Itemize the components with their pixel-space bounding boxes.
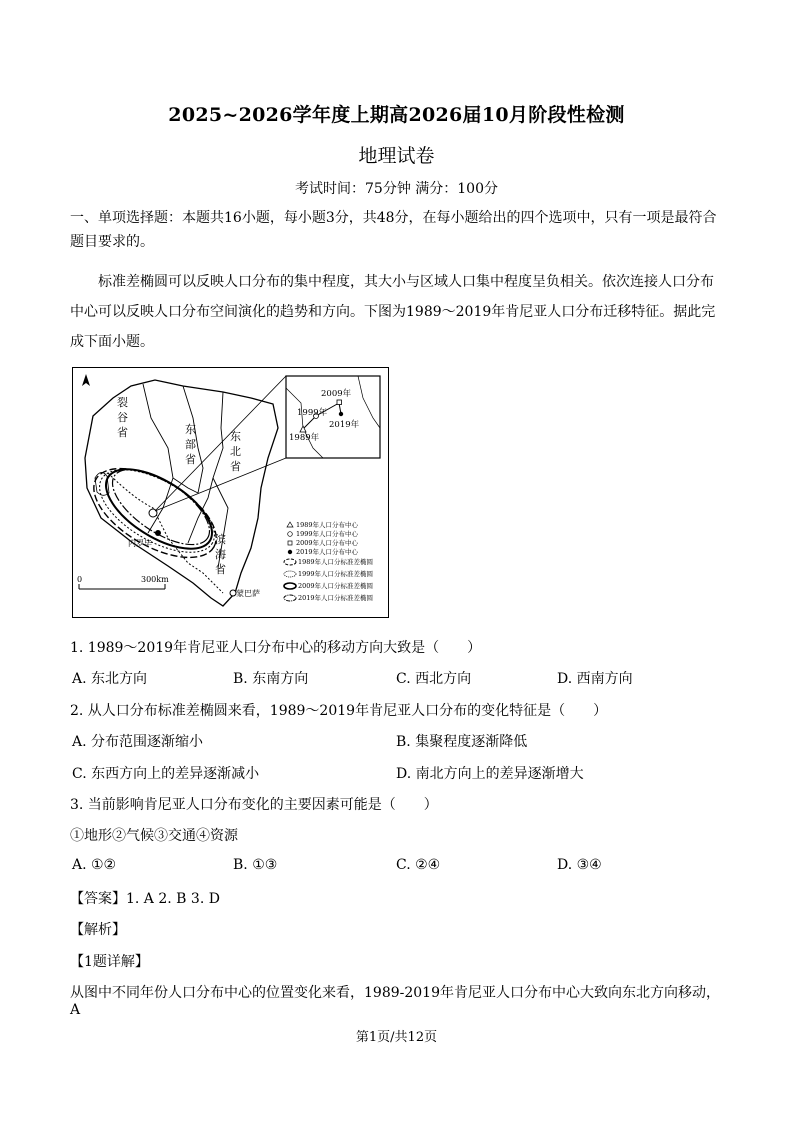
answer-line xyxy=(70,888,220,908)
subject-title: 地理试卷 xyxy=(358,145,435,167)
exam-title: 2025~2026学年度上期高2026届10月阶段性检测 xyxy=(168,104,625,126)
region-label: 滨 xyxy=(215,533,226,546)
svg-text:1989年人口分标准差椭圆: 1989年人口分标准差椭圆 xyxy=(298,558,374,566)
svg-text:2019年人口分布中心: 2019年人口分布中心 xyxy=(296,548,359,556)
region-label: 东 xyxy=(230,430,241,443)
region-label: 裂 xyxy=(117,396,128,409)
question-3-option-b: B. ①③ xyxy=(233,857,278,873)
question-1-option-b: B. 东南方向 xyxy=(233,671,309,687)
detail-text: 从图中不同年份人口分布中心的位置变化来看，1989-2019年肯尼亚人口分布中心大致向东北方向移动，A xyxy=(70,985,720,1018)
region-label: 东 xyxy=(185,423,196,436)
map-legend xyxy=(284,520,374,602)
question-3-stem: 3. 当前影响肯尼亚人口分布变化的主要因素可能是（ ） xyxy=(70,797,438,813)
kenya-population-map xyxy=(72,367,389,618)
city-label-mombasa: 蒙巴萨 xyxy=(236,589,260,598)
question-1-option-d: D. 西南方向 xyxy=(557,671,633,687)
question-2-option-b: B. 集聚程度逐渐降低 xyxy=(396,734,528,750)
question-3-option-d: D. ③④ xyxy=(557,857,602,873)
question-1-option-a: A. 东北方向 xyxy=(72,671,148,687)
analysis-label: 【解析】 xyxy=(70,922,126,938)
svg-text:2009年人口分标准差椭圆: 2009年人口分标准差椭圆 xyxy=(298,582,374,590)
svg-text:2019年人口分标准差椭圆: 2019年人口分标准差椭圆 xyxy=(298,594,374,602)
nairobi-marker xyxy=(155,530,161,536)
question-2-stem: 2. 从人口分布标准差椭圆来看，1989～2019年肯尼亚人口分布的变化特征是（ ） xyxy=(70,703,608,719)
svg-text:1989年人口分布中心: 1989年人口分布中心 xyxy=(296,521,359,529)
question-3-factors: ①地形②气候③交通④资源 xyxy=(70,828,238,844)
region-label: 北 xyxy=(230,445,241,458)
question-3-option-a: A. ①② xyxy=(72,857,117,873)
region-label: 海 xyxy=(215,548,226,561)
question-2-option-d: D. 南北方向上的差异逐渐增大 xyxy=(396,766,584,782)
question-2-option-c: C. 东西方向上的差异逐渐减小 xyxy=(72,766,260,782)
answer-label: 【答案】 xyxy=(70,891,126,907)
question-3-option-c: C. ②④ xyxy=(396,857,441,873)
page-footer: 第1页/共12页 xyxy=(355,1030,438,1045)
exam-info: 考试时间：75分钟 满分：100分 xyxy=(295,181,498,197)
inset-label-1999: 1999年 xyxy=(297,408,328,418)
svg-text:1999年人口分标准差椭圆: 1999年人口分标准差椭圆 xyxy=(298,570,374,578)
north-arrow-icon xyxy=(82,374,90,386)
inset-label-2009: 2009年 xyxy=(321,389,352,399)
section-instructions: 一、单项选择题：本题共16小题，每小题3分，共48分，在每小题给出的四个选项中，只有一项是最符合题目要求的。 xyxy=(70,210,717,250)
region-label: 省 xyxy=(185,453,196,466)
region-label: 省 xyxy=(230,460,241,473)
city-label-nairobi: 内罗毕 xyxy=(128,539,152,548)
svg-text:0: 0 xyxy=(77,575,83,584)
inset-label-2019: 2019年 xyxy=(329,420,360,430)
svg-text:300km: 300km xyxy=(141,575,169,584)
inset-map xyxy=(286,376,380,458)
scale-bar xyxy=(77,575,169,589)
question-1-stem: 1. 1989～2019年肯尼亚人口分布中心的移动方向大致是（ ） xyxy=(70,640,482,656)
region-label: 省 xyxy=(117,426,128,439)
svg-text:1999年人口分布中心: 1999年人口分布中心 xyxy=(296,530,359,538)
svg-text:2009年人口分布中心: 2009年人口分布中心 xyxy=(296,539,359,547)
inset-label-1989: 1989年 xyxy=(289,433,320,443)
region-label: 部 xyxy=(185,438,196,451)
region-label: 谷 xyxy=(117,411,128,424)
answer-text: 1. A 2. B 3. D xyxy=(126,891,220,907)
passage-text: 标准差椭圆可以反映人口分布的集中程度，其大小与区域人口集中程度呈负相关。依次连接人口分布中心可以反映人口分布空间演化的趋势和方向。下图为1989～2019年肯尼亚人口分布迁移特征。据此完成下面小题。 xyxy=(70,274,716,350)
question-1-option-c: C. 西北方向 xyxy=(396,671,472,687)
detail-label: 【1题详解】 xyxy=(70,954,149,970)
region-label: 省 xyxy=(215,563,226,576)
question-2-option-a: A. 分布范围逐渐缩小 xyxy=(72,734,204,750)
